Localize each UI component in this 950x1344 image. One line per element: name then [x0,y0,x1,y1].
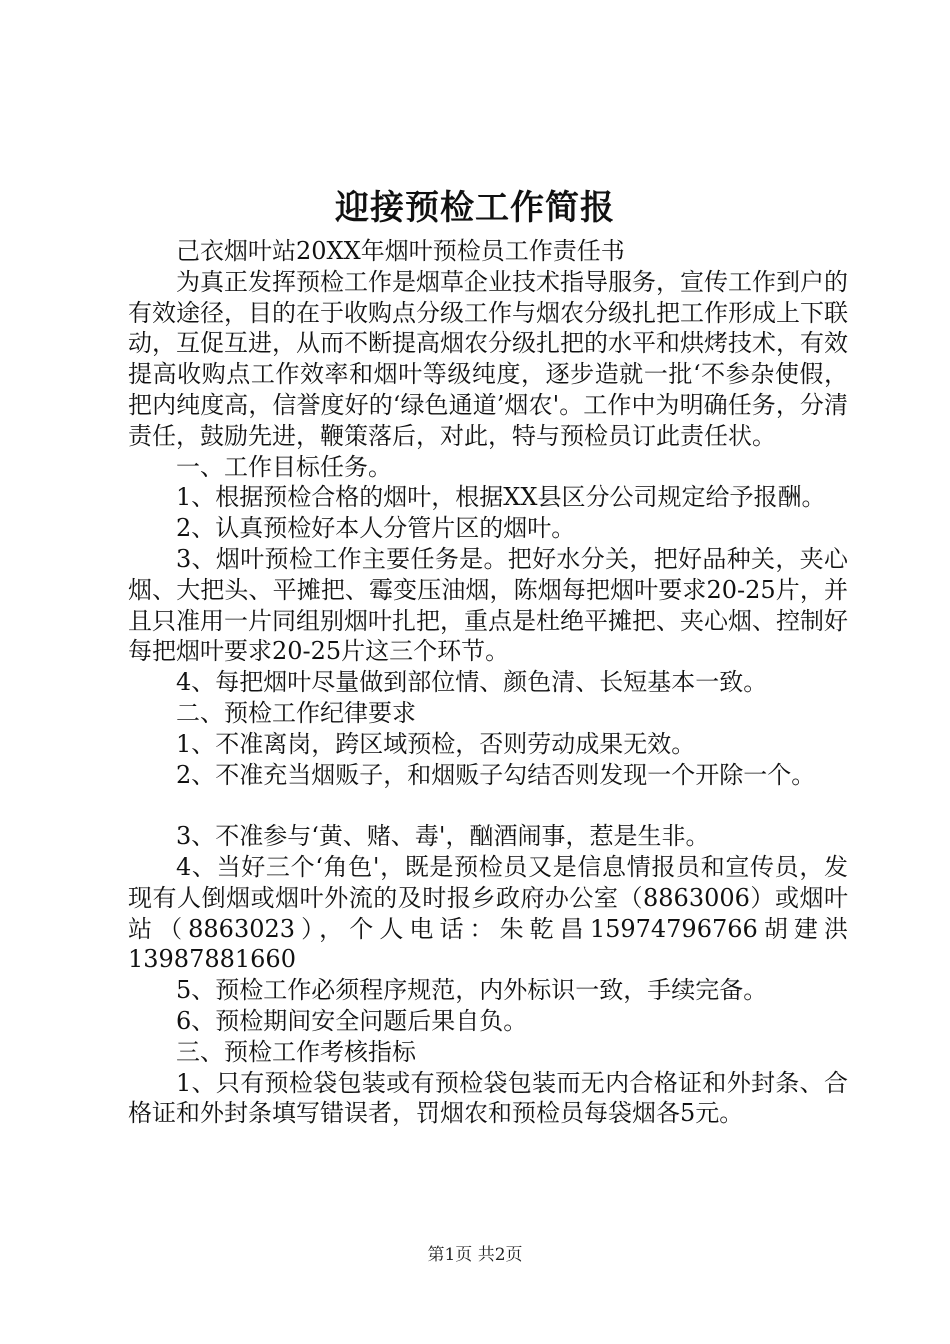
section-heading-1: 一、工作目标任务。 [176,452,392,481]
paragraph-intro: 为真正发挥预检工作是烟草企业技术指导服务，宣传工作到户的有效途径，目的在于收购点分级工作与烟农分级扎把工作形成上下联动，互促互进，从而不断提高烟农分级扎把的水平和烘烤技术，有效提高收购点工作效率和烟叶等级纯度，逐步造就一批‘不参杂使假，把内纯度高，信誉度好的‘绿色通道’烟农'。工作中为明确任务，分清责任，鼓励先进，鞭策落后，对此，特与预检员订此责任状。 [128,267,848,450]
list-item: 4、每把烟叶尽量做到部位情、颜色清、长短基本一致。 [176,668,768,697]
section-heading-2: 二、预检工作纪律要求 [176,698,416,727]
list-item: 1、不准离岗，跨区域预检，否则劳动成果无效。 [176,729,696,758]
list-item: 1、只有预检袋包装或有预检袋包装而无内合格证和外封条、合格证和外封条填写错误者，罚烟农和预检员每袋烟各5元。 [128,1068,848,1128]
list-item: 5、预检工作必须程序规范，内外标识一致，手续完备。 [176,976,768,1005]
paragraph-heading-line: 己衣烟叶站20XX年烟叶预检员工作责任书 [176,237,625,265]
document-body [128,236,848,1129]
page-footer: 第1页 共2页 [427,1245,523,1265]
list-item: 6、预检期间安全问题后果自负。 [176,1006,528,1035]
list-item: 4、当好三个‘角色'，既是预检员又是信息情报员和宣传员，发现有人倒烟或烟叶外流的及时报乡政府办公室（8863006）或烟叶站（8863023），个人电话：朱乾昌15974796766胡建洪13987881660 [128,852,848,974]
section-heading-3: 三、预检工作考核指标 [176,1037,416,1066]
list-item: 3、不准参与‘黄、赌、毒'，酗酒闹事，惹是生非。 [176,822,710,851]
list-item: 3、烟叶预检工作主要任务是。把好水分关，把好品种关，夹心烟、大把头、平摊把、霉变压油烟，陈烟每把烟叶要求20-25片，并且只准用一片同组别烟叶扎把，重点是杜绝平摊把、夹心烟、控制好每把烟叶要求20-25片这三个环节。 [128,544,848,666]
list-item: 1、根据预检合格的烟叶，根据XX县区分公司规定给予报酬。 [176,483,826,512]
list-item: 2、不准充当烟贩子，和烟贩子勾结否则发现一个开除一个。 [176,760,816,789]
list-item: 2、认真预检好本人分管片区的烟叶。 [176,514,576,543]
document-title: 迎接预检工作简报 [335,188,615,228]
